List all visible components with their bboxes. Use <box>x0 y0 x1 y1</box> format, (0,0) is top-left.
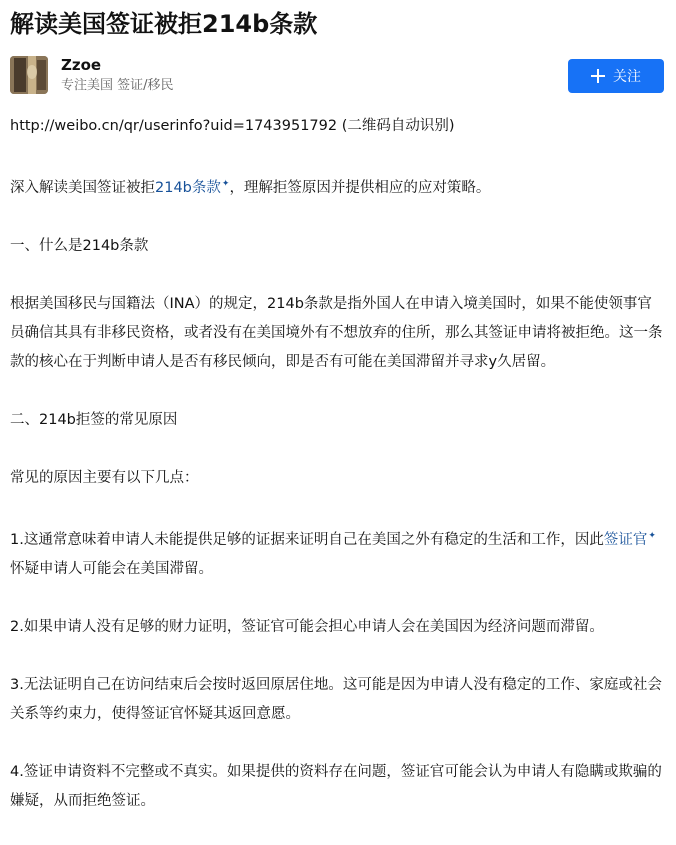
follow-button[interactable] <box>568 59 664 93</box>
keyword-link-visa-officer[interactable]: 签证官 <box>603 531 648 548</box>
intro-suffix: ，理解拒签原因并提供相应的应对策略。 <box>229 179 491 196</box>
author-name[interactable]: Zzoe <box>61 56 102 74</box>
reason-1 <box>10 522 666 584</box>
section2-intro: 常见的原因主要有以下几点： <box>10 469 199 486</box>
intro-prefix: 深入解读美国签证被拒 <box>10 179 155 196</box>
section2-heading: 二、214b拒签的常见原因 <box>10 411 178 428</box>
follow-button-label: 关注 <box>613 69 641 85</box>
keyword-link-214b[interactable]: 214b条款 <box>155 179 221 196</box>
avatar-image-icon <box>10 56 48 94</box>
section1-heading: 一、什么是214b条款 <box>10 237 149 254</box>
reason1-prefix: 1.这通常意味着申请人未能提供足够的证据来证明自己在美国之外有稳定的生活和工作，因此 <box>10 531 604 548</box>
author-bar <box>10 56 666 96</box>
spark-icon: ✦ <box>648 530 656 541</box>
url-paragraph <box>10 112 666 141</box>
article-content <box>10 112 666 845</box>
plus-icon <box>591 69 605 83</box>
section1-body: 根据美国移民与国籍法（INA）的规定，214b条款是指外国人在申请入境美国时，如果不能使领事官员确信其具有非移民资格，或者没有在美国境外有不想放弃的住所，那么其签证申请将被拒绝。这一条款的核心在于判断申请人是否有移民倾向，即是否有可能在美国滞留并寻求y久居留。 <box>10 295 663 370</box>
source-url-text: http://weibo.cn/qr/userinfo?uid=1743951792 (二维码自动识别) <box>10 118 455 134</box>
intro-paragraph <box>10 170 666 203</box>
author-bio: 专注美国 签证/移民 <box>61 78 174 93</box>
spark-icon: ✦ <box>221 179 230 189</box>
reason1-suffix: 怀疑申请人可能会在美国滞留。 <box>10 560 213 577</box>
article-title: 解读美国签证被拒214b条款 <box>10 10 318 38</box>
reason-3: 3.无法证明自己在访问结束后会按时返回原居住地。这可能是因为申请人没有稳定的工作、家庭或社会关系等约束力，使得签证官怀疑其返回意愿。 <box>10 676 662 722</box>
avatar[interactable] <box>10 56 48 94</box>
reason-4: 4.签证申请资料不完整或不真实。如果提供的资料存在问题，签证官可能会认为申请人有隐瞒或欺骗的嫌疑，从而拒绝签证。 <box>10 763 662 809</box>
reason-2: 2.如果申请人没有足够的财力证明，签证官可能会担心申请人会在美国因为经济问题而滞留。 <box>10 618 604 635</box>
